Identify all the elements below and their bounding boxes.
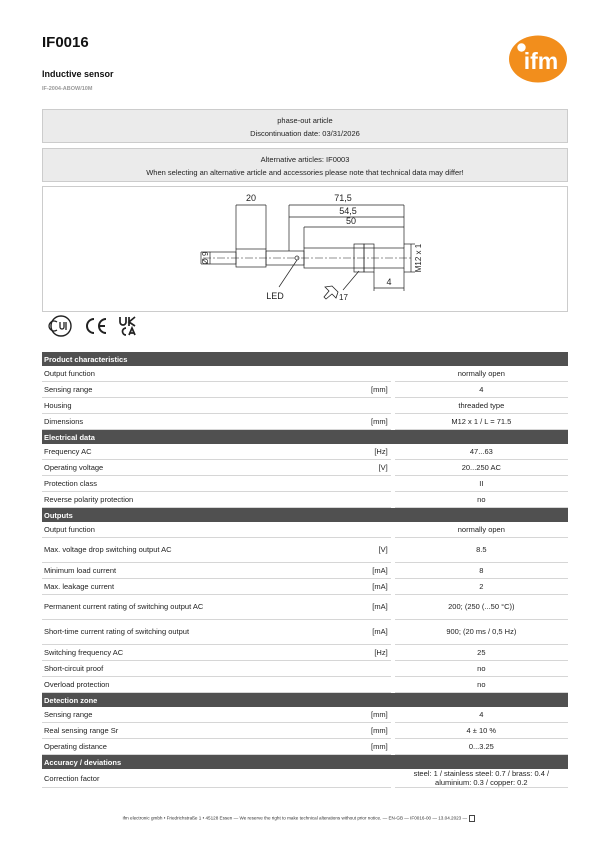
section-title: Outputs <box>42 508 568 523</box>
spec-value: 900; (20 ms / 0,5 Hz) <box>393 620 568 645</box>
spec-unit: [mm] <box>217 382 392 398</box>
spec-label: Short-time current rating of switching output <box>42 620 217 645</box>
spec-label: Switching frequency AC <box>42 645 217 661</box>
led-label: LED <box>266 291 284 301</box>
spec-unit: [V] <box>217 460 392 476</box>
spec-unit <box>217 476 392 492</box>
table-row <box>42 661 568 677</box>
spec-value: 4 ± 10 % <box>393 723 568 739</box>
section-title: Product characteristics <box>42 352 568 366</box>
table-row <box>42 707 568 723</box>
spec-label: Sensing range <box>42 382 217 398</box>
spec-label: Operating distance <box>42 739 217 755</box>
spec-unit: [mm] <box>217 739 392 755</box>
spec-value: 20...250 AC <box>393 460 568 476</box>
ukca-mark-icon <box>120 317 135 335</box>
spec-value: 4 <box>393 382 568 398</box>
spec-value: no <box>393 661 568 677</box>
phase-out-notice <box>42 109 568 143</box>
section-header <box>42 693 568 708</box>
spec-unit <box>217 366 392 382</box>
spec-unit: [mm] <box>217 414 392 430</box>
spec-value: normally open <box>393 522 568 538</box>
table-row <box>42 398 568 414</box>
spec-unit: [mA] <box>217 563 392 579</box>
spec-unit: [V] <box>217 538 392 563</box>
section-header <box>42 430 568 445</box>
ce-mark-icon <box>87 319 106 333</box>
spec-value: 0...3.25 <box>393 739 568 755</box>
thread-label: M12 x 1 <box>414 243 423 273</box>
footer-text: ifm electronic gmbh • Friedrichstraße 1 • 45128 Essen — We reserve the right to make technical alterations without prior notice. — EN-GB — IF0016-00 — 13.04.2023 — <box>122 815 468 821</box>
spec-label: Permanent current rating of switching output AC <box>42 595 217 620</box>
cul-us-icon <box>49 316 71 336</box>
spec-label: Frequency AC <box>42 444 217 460</box>
spec-unit <box>217 522 392 538</box>
table-row <box>42 645 568 661</box>
sensor-drawing <box>43 187 567 311</box>
table-row <box>42 579 568 595</box>
spec-value: 2 <box>393 579 568 595</box>
spec-label: Housing <box>42 398 217 414</box>
spec-label: Dimensions <box>42 414 217 430</box>
page-footer <box>0 815 598 822</box>
table-row <box>42 382 568 398</box>
alternative-warning: When selecting an alternative article and accessories please note that technical data may differ! <box>146 168 464 177</box>
spec-label: Sensing range <box>42 707 217 723</box>
spec-label: Reverse polarity protection <box>42 492 217 508</box>
spec-value: normally open <box>393 366 568 382</box>
spec-label: Output function <box>42 522 217 538</box>
table-row <box>42 538 568 563</box>
spec-label: Max. voltage drop switching output AC <box>42 538 217 563</box>
dim-4: 4 <box>386 277 392 287</box>
dim-50: 50 <box>345 216 357 226</box>
spec-unit <box>217 769 392 788</box>
spec-value: II <box>393 476 568 492</box>
spec-unit <box>217 492 392 508</box>
spec-value: 200; (250 (...50 °C)) <box>393 595 568 620</box>
dimension-drawing <box>42 186 568 312</box>
spec-unit: [mA] <box>217 620 392 645</box>
section-header <box>42 755 568 770</box>
spec-value: 8.5 <box>393 538 568 563</box>
spec-unit <box>217 661 392 677</box>
spec-value: 47...63 <box>393 444 568 460</box>
spec-unit: [mm] <box>217 723 392 739</box>
dim-20: 20 <box>245 193 257 203</box>
spec-unit: [Hz] <box>217 444 392 460</box>
logo-text: ifm <box>523 48 559 74</box>
spec-value: threaded type <box>393 398 568 414</box>
spec-value: 8 <box>393 563 568 579</box>
spec-unit: [Hz] <box>217 645 392 661</box>
table-row <box>42 414 568 430</box>
spec-value: steel: 1 / stainless steel: 0.7 / brass: 0.4 / aluminium: 0.3 / copper: 0.2 <box>393 769 568 788</box>
dim-17: 17 <box>339 293 348 302</box>
section-header <box>42 352 568 366</box>
discontinuation-date: Discontinuation date: 03/31/2026 <box>250 129 360 138</box>
page-icon[interactable] <box>469 815 475 822</box>
table-row <box>42 460 568 476</box>
spec-label: Minimum load current <box>42 563 217 579</box>
spec-value: 4 <box>393 707 568 723</box>
spec-unit: [mm] <box>217 707 392 723</box>
table-row <box>42 723 568 739</box>
section-title: Electrical data <box>42 430 568 445</box>
table-row <box>42 492 568 508</box>
spec-value: M12 x 1 / L = 71.5 <box>393 414 568 430</box>
table-row <box>42 677 568 693</box>
spec-unit <box>217 677 392 693</box>
spec-value: no <box>393 677 568 693</box>
page-title: IF0016 <box>42 34 89 51</box>
table-row <box>42 739 568 755</box>
table-row <box>42 769 568 788</box>
article-code: IF-2004-ABOW/10M <box>42 86 93 92</box>
table-row <box>42 444 568 460</box>
spec-value: 25 <box>393 645 568 661</box>
phase-out-label: phase-out article <box>277 116 333 125</box>
spec-label: Correction factor <box>42 769 217 788</box>
section-header <box>42 508 568 523</box>
alternative-articles[interactable]: Alternative articles: IF0003 <box>260 155 350 164</box>
spec-label: Short-circuit proof <box>42 661 217 677</box>
section-title: Accuracy / deviations <box>42 755 568 770</box>
table-row <box>42 595 568 620</box>
spec-label: Operating voltage <box>42 460 217 476</box>
product-subtitle: Inductive sensor <box>42 69 114 79</box>
wrench-icon <box>324 286 338 299</box>
spec-unit: [mA] <box>217 595 392 620</box>
dim-54-5: 54,5 <box>339 206 357 216</box>
alternative-articles-notice <box>42 148 568 182</box>
certification-marks <box>48 314 148 338</box>
ifm-logo <box>508 35 568 83</box>
diameter-label: Ø 9 <box>201 251 210 265</box>
spec-value: no <box>393 492 568 508</box>
spec-unit: [mA] <box>217 579 392 595</box>
table-row <box>42 366 568 382</box>
table-row <box>42 620 568 645</box>
dim-71-5: 71,5 <box>334 193 352 203</box>
spec-label: Max. leakage current <box>42 579 217 595</box>
table-row <box>42 522 568 538</box>
spec-label: Protection class <box>42 476 217 492</box>
spec-unit <box>217 398 392 414</box>
spec-label: Overload protection <box>42 677 217 693</box>
table-row <box>42 563 568 579</box>
table-row <box>42 476 568 492</box>
specification-table <box>42 352 568 788</box>
spec-label: Real sensing range Sr <box>42 723 217 739</box>
spec-label: Output function <box>42 366 217 382</box>
section-title: Detection zone <box>42 693 568 708</box>
